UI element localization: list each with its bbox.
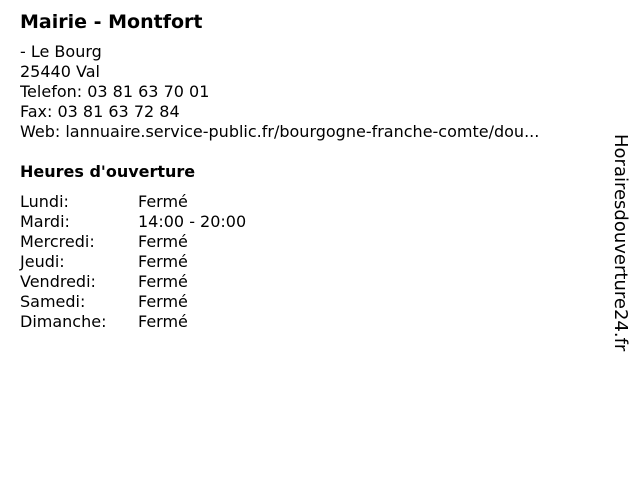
- hours-value: Fermé: [138, 272, 188, 291]
- day-label: Vendredi:: [20, 272, 96, 291]
- hours-row-saturday: [20, 292, 610, 312]
- hours-row-tuesday: [20, 212, 610, 232]
- opening-hours-title: Heures d'ouverture: [20, 162, 196, 181]
- day-label: Samedi:: [20, 292, 86, 311]
- hours-value: 14:00 - 20:00: [138, 212, 247, 231]
- hours-value: Fermé: [138, 312, 188, 331]
- street-line: - Le Bourg: [20, 42, 102, 61]
- day-label: Mardi:: [20, 212, 70, 231]
- hours-row-wednesday: [20, 232, 610, 252]
- website-line[interactable]: Web: lannuaire.service-public.fr/bourgogne-franche-comte/dou...: [20, 122, 540, 141]
- hours-value: Fermé: [138, 192, 188, 211]
- hours-value: Fermé: [138, 292, 188, 311]
- fax-line: Fax: 03 81 63 72 84: [20, 102, 180, 121]
- brand-watermark: Horairesdouverture24.fr: [610, 134, 631, 352]
- hours-row-sunday: [20, 312, 610, 332]
- business-card: [20, 10, 610, 332]
- city-line: 25440 Val: [20, 62, 100, 81]
- hours-row-friday: [20, 272, 610, 292]
- hours-value: Fermé: [138, 252, 188, 271]
- phone-line: Telefon: 03 81 63 70 01: [20, 82, 210, 101]
- address-block: [20, 42, 610, 142]
- day-label: Dimanche:: [20, 312, 107, 331]
- day-label: Jeudi:: [20, 252, 65, 271]
- opening-hours-list: [20, 192, 610, 332]
- hours-row-monday: [20, 192, 610, 212]
- day-label: Lundi:: [20, 192, 69, 211]
- page-title: Mairie - Montfort: [20, 11, 203, 33]
- hours-value: Fermé: [138, 232, 188, 251]
- hours-row-thursday: [20, 252, 610, 272]
- day-label: Mercredi:: [20, 232, 95, 251]
